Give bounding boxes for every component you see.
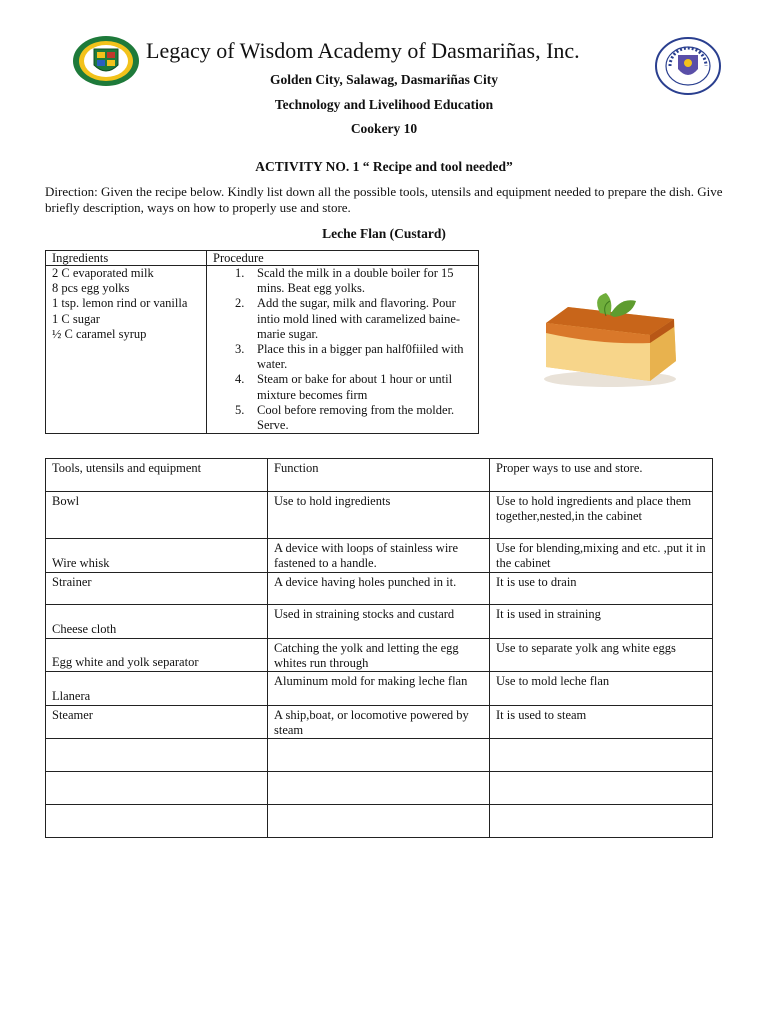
use-cell: Use to separate yolk ang white eggs (490, 639, 713, 672)
tools-header-row (46, 459, 713, 492)
tools-table (45, 458, 713, 838)
tool-cell: Steamer (46, 706, 268, 739)
function-cell (268, 772, 490, 805)
function-cell: Catching the yolk and letting the egg whites run through (268, 639, 490, 672)
table-row-empty (46, 772, 713, 805)
procedure-step (213, 296, 478, 342)
subject-title: Technology and Livelihood Education (274, 97, 494, 112)
tool-cell: Wire whisk (46, 539, 268, 573)
use-store-header: Proper ways to use and store. (490, 459, 713, 492)
function-cell: Aluminum mold for making leche flan (268, 672, 490, 706)
school-name: Legacy of Wisdom Academy of Dasmariñas, Inc. (146, 38, 580, 63)
recipe-body-row (46, 266, 479, 434)
procedure-step (213, 342, 478, 372)
use-cell: It is use to drain (490, 573, 713, 605)
tools-header: Tools, utensils and equipment (46, 459, 268, 492)
step-number: 5. (235, 402, 245, 417)
table-row (46, 539, 713, 573)
ingredient-item: ½ C caramel syrup (52, 326, 147, 341)
table-row (46, 573, 713, 605)
function-cell (268, 805, 490, 838)
function-cell: A device having holes punched in it. (268, 573, 490, 605)
function-cell: A ship,boat, or locomotive powered by steam (268, 706, 490, 739)
step-number: 1. (235, 266, 245, 280)
table-row (46, 492, 713, 539)
tool-cell: Egg white and yolk separator (46, 639, 268, 672)
table-row (46, 639, 713, 672)
leche-flan-image (540, 283, 680, 393)
table-row (46, 672, 713, 706)
table-row (46, 706, 713, 739)
recipe-header-row (46, 251, 479, 266)
tool-cell: Strainer (46, 573, 268, 605)
use-cell: Use for blending,mixing and etc. ,put it in the cabinet (490, 539, 713, 573)
step-number: 3. (235, 342, 245, 357)
function-cell: Used in straining stocks and custard (268, 605, 490, 639)
tool-cell: Llanera (46, 672, 268, 706)
recipe-table (45, 250, 479, 434)
step-number: 2. (235, 296, 245, 311)
tool-cell (46, 805, 268, 838)
tool-cell: Bowl (46, 492, 268, 539)
tool-cell: Cheese cloth (46, 605, 268, 639)
ingredient-item: 1 C sugar (52, 311, 100, 326)
function-cell: Use to hold ingredients (268, 492, 490, 539)
ingredient-item: 8 pcs egg yolks (52, 281, 130, 296)
use-cell: Use to hold ingredients and place them together,nested,in the cabinet (490, 492, 713, 539)
function-cell (268, 739, 490, 772)
activity-title: ACTIVITY NO. 1 “ Recipe and tool needed” (255, 159, 513, 174)
procedure-header: Procedure (207, 251, 479, 266)
table-row-empty (46, 805, 713, 838)
procedure-list (213, 266, 478, 433)
step-number: 4. (235, 372, 245, 387)
step-text: Add the sugar, milk and flavoring. Pour intio mold lined with caramelized baine-marie sugar. (257, 296, 461, 341)
ingredients-cell (46, 266, 207, 434)
ingredient-item: 1 tsp. lemon rind or vanilla (52, 296, 188, 311)
procedure-step (213, 403, 478, 433)
use-cell (490, 772, 713, 805)
school-address: Golden City, Salawag, Dasmariñas City (269, 72, 499, 87)
ingredients-header: Ingredients (46, 251, 207, 266)
use-cell (490, 805, 713, 838)
ingredient-item: 2 C evaporated milk (52, 266, 154, 280)
step-text: Steam or bake for about 1 hour or until mixture becomes firm (257, 372, 453, 402)
recipe-title: Leche Flan (Custard) (322, 226, 446, 241)
use-cell: Use to mold leche flan (490, 672, 713, 706)
use-cell (490, 739, 713, 772)
use-cell: It is used to steam (490, 706, 713, 739)
procedure-step (213, 266, 478, 296)
direction-text: Direction: Given the recipe below. Kindly list down all the possible tools, utensils and equipment needed to prepare the dish. Give briefly description, ways on how to properly use and store. (45, 184, 723, 215)
function-header: Function (268, 459, 490, 492)
course-title: Cookery 10 (350, 121, 418, 136)
step-text: Cool before removing from the molder. Serve. (257, 402, 455, 433)
use-cell: It is used in straining (490, 605, 713, 639)
function-cell: A device with loops of stainless wire fastened to a handle. (268, 539, 490, 573)
procedure-step (213, 372, 478, 402)
step-text: Scald the milk in a double boiler for 15 mins. Beat egg yolks. (257, 266, 454, 296)
table-row (46, 605, 713, 639)
tool-cell (46, 739, 268, 772)
tool-cell (46, 772, 268, 805)
step-text: Place this in a bigger pan half0fiiled with water. (257, 342, 464, 372)
table-row-empty (46, 739, 713, 772)
procedure-cell (207, 266, 479, 434)
